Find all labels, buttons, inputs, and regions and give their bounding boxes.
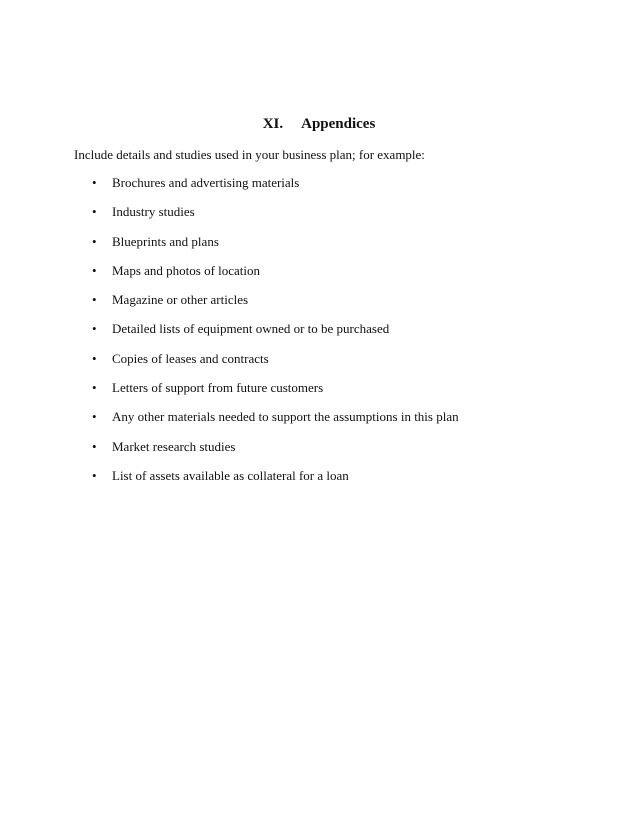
bullet-icon: • xyxy=(92,292,97,308)
bullet-icon: • xyxy=(92,467,97,483)
section-heading xyxy=(0,114,638,134)
bullet-icon: • xyxy=(92,175,97,190)
bullet-icon: • xyxy=(92,204,97,220)
intro-paragraph: Include details and studies used in your business plan; for example: xyxy=(74,147,425,162)
bullet-icon: • xyxy=(92,233,97,249)
bullet-icon: • xyxy=(92,409,97,425)
bullet-icon: • xyxy=(92,438,97,454)
bullet-icon: • xyxy=(92,380,97,396)
list-item-text: Letters of support from future customers xyxy=(112,380,324,396)
list-item-text: Maps and photos of location xyxy=(112,262,261,278)
list-item-text: List of assets available as collateral for a loan xyxy=(112,467,349,483)
list-item-text: Detailed lists of equipment owned or to be purchased xyxy=(112,321,390,337)
bullet-icon: • xyxy=(92,321,97,337)
section-number: XI. xyxy=(262,116,284,132)
list-item-text: Copies of leases and contracts xyxy=(112,350,269,366)
list-item-text: Blueprints and plans xyxy=(112,233,219,249)
bullet-icon: • xyxy=(92,350,97,366)
list-item-text: Market research studies xyxy=(112,438,236,454)
list-item-text: Brochures and advertising materials xyxy=(112,175,300,190)
list-item-text: Any other materials needed to support the assumptions in this plan xyxy=(112,409,459,425)
list-item-text: Magazine or other articles xyxy=(112,292,249,308)
section-title: Appendices xyxy=(301,116,376,132)
list-item-text: Industry studies xyxy=(112,204,195,220)
bullet-icon: • xyxy=(92,262,97,278)
